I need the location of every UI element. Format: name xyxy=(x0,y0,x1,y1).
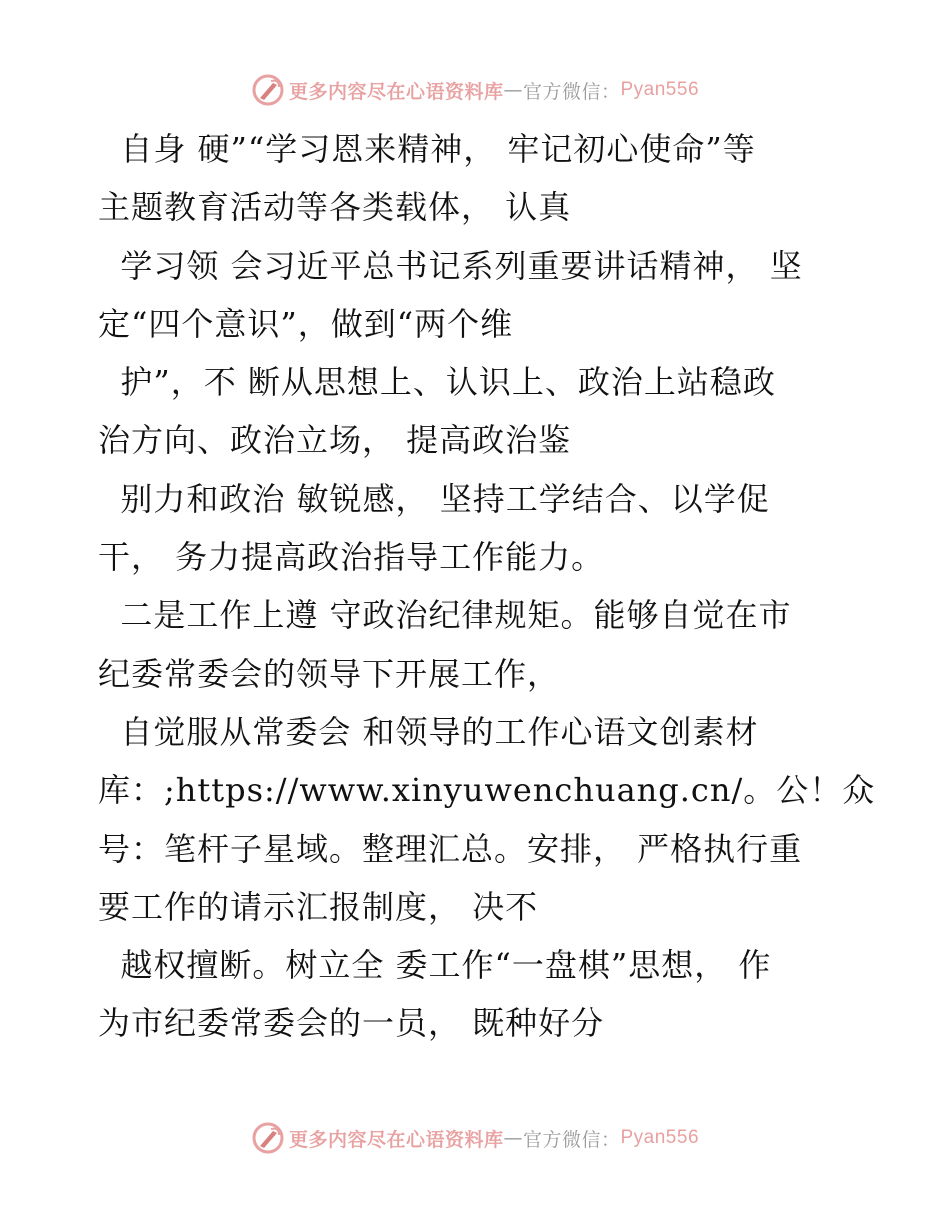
text-line: 为市纪委常委会的一员， 既种好分 xyxy=(98,1004,605,1043)
text-line: 自身 硬”“学习恩来精神， 牢记初心使命”等 xyxy=(98,130,756,168)
text-line: 主题教育活动等各类载体， 认真 xyxy=(98,188,572,227)
banner-separator: — xyxy=(503,79,523,101)
quill-pen-logo-icon xyxy=(251,1121,285,1155)
document-body xyxy=(98,120,876,1053)
text-line: 护”，不 断从思想上、认识上、政治上站稳政 xyxy=(98,363,776,402)
text-line: 越权擅断。树立全 委工作“一盘棋”思想， 作 xyxy=(98,946,772,985)
text-line: 自觉服从常委会 和领导的工作心语文创素材 xyxy=(98,712,759,751)
banner-site-text: 更多内容尽在心语资料库 xyxy=(288,1128,504,1151)
text-line: 二是工作上遵 守政治纪律规矩。能够自觉在市 xyxy=(98,596,792,635)
quill-pen-logo-icon xyxy=(251,73,285,107)
header-watermark-banner xyxy=(0,70,950,110)
banner-separator: — xyxy=(503,1127,523,1149)
text-line: 学习领 会习近平总书记系列重要讲话精神， 坚 xyxy=(98,246,803,285)
banner-wechat-id: Pyan556 xyxy=(620,79,700,100)
banner-wechat-id: Pyan556 xyxy=(620,1127,700,1148)
text-line: 要工作的请示汇报制度， 决不 xyxy=(98,887,539,926)
banner-wechat-label: 官方微信： xyxy=(522,1128,621,1151)
footer-watermark-banner xyxy=(0,1118,950,1158)
banner-site-text: 更多内容尽在心语资料库 xyxy=(288,80,504,103)
text-line: 号：笔杆子星域。整理汇总。安排， 严格执行重 xyxy=(98,829,803,868)
text-line: 治方向、政治立场， 提高政治鉴 xyxy=(98,421,572,460)
text-line: 别力和政治 敏锐感， 坚持工学结合、以学促 xyxy=(98,479,770,518)
text-line: 干， 务力提高政治指导工作能力。 xyxy=(98,538,605,577)
text-line: 库：;https://www.xinyuwenchuang.cn/。公！众 xyxy=(98,771,876,810)
banner-wechat-label: 官方微信： xyxy=(522,80,621,103)
text-line: 纪委常委会的领导下开展工作， xyxy=(98,654,561,693)
text-line: 定“四个意识”，做到“两个维 xyxy=(98,304,514,343)
